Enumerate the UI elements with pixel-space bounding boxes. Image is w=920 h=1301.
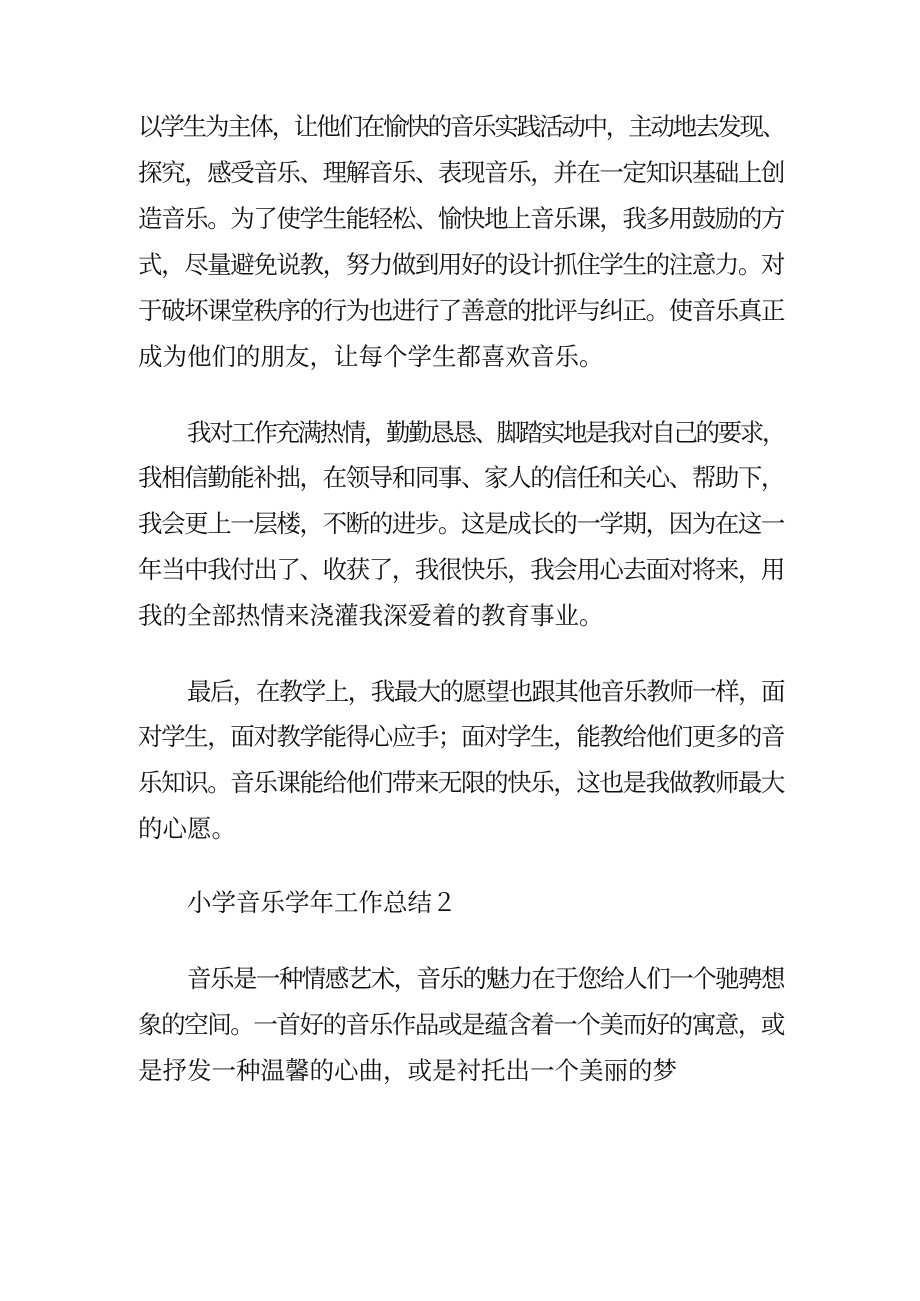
paragraph-5-line-1: 音乐是一种情感艺术，音乐的魅力在于您给人们一个驰骋想: [187, 964, 784, 993]
paragraph-3-line-2: 对学生，面对教学能得心应手；面对学生，能教给他们更多的音: [138, 722, 784, 751]
paragraph-3-line-1: 最后，在教学上，我最大的愿望也跟其他音乐教师一样，面: [187, 677, 784, 706]
paragraph-3-line-3: 乐知识。音乐课能给他们带来无限的快乐，这也是我做教师最大: [138, 768, 784, 797]
paragraph-2-line-3: 我会更上一层楼，不断的进步。这是成长的一学期，因为在这一: [138, 509, 784, 538]
paragraph-1-line-3: 造音乐。为了使学生能轻松、愉快地上音乐课，我多用鼓励的方: [138, 204, 784, 233]
paragraph-3-line-4: 的心愿。: [138, 814, 236, 843]
paragraph-2-line-2: 我相信勤能补拙，在领导和同事、家人的信任和关心、帮助下，: [138, 463, 784, 492]
paragraph-2-line-1: 我对工作充满热情，勤勤恳恳、脚踏实地是我对自己的要求，: [187, 418, 784, 447]
paragraph-1-line-2: 探究，感受音乐、理解音乐、表现音乐，并在一定知识基础上创: [138, 158, 784, 187]
paragraph-5-line-2: 象的空间。一首好的音乐作品或是蕴含着一个美而好的寓意，或: [138, 1010, 784, 1039]
paragraph-1-line-6: 成为他们的朋友，让每个学生都喜欢音乐。: [138, 342, 604, 371]
paragraph-2-line-5: 我的全部热情来浇灌我深爱着的教育事业。: [138, 601, 604, 630]
section-heading: 小学音乐学年工作总结２: [187, 888, 457, 917]
paragraph-1-line-1: 以学生为主体，让他们在愉快的音乐实践活动中，主动地去发现、: [138, 112, 784, 141]
paragraph-5-line-3: 是抒发一种温馨的心曲，或是衬托出一个美丽的梦: [138, 1056, 677, 1085]
paragraph-1-line-5: 于破坏课堂秩序的行为也进行了善意的批评与纠正。使音乐真正: [138, 296, 784, 325]
paragraph-1-line-4: 式，尽量避免说教，努力做到用好的设计抓住学生的注意力。对: [138, 250, 784, 279]
paragraph-2-line-4: 年当中我付出了、收获了，我很快乐，我会用心去面对将来，用: [138, 555, 784, 584]
